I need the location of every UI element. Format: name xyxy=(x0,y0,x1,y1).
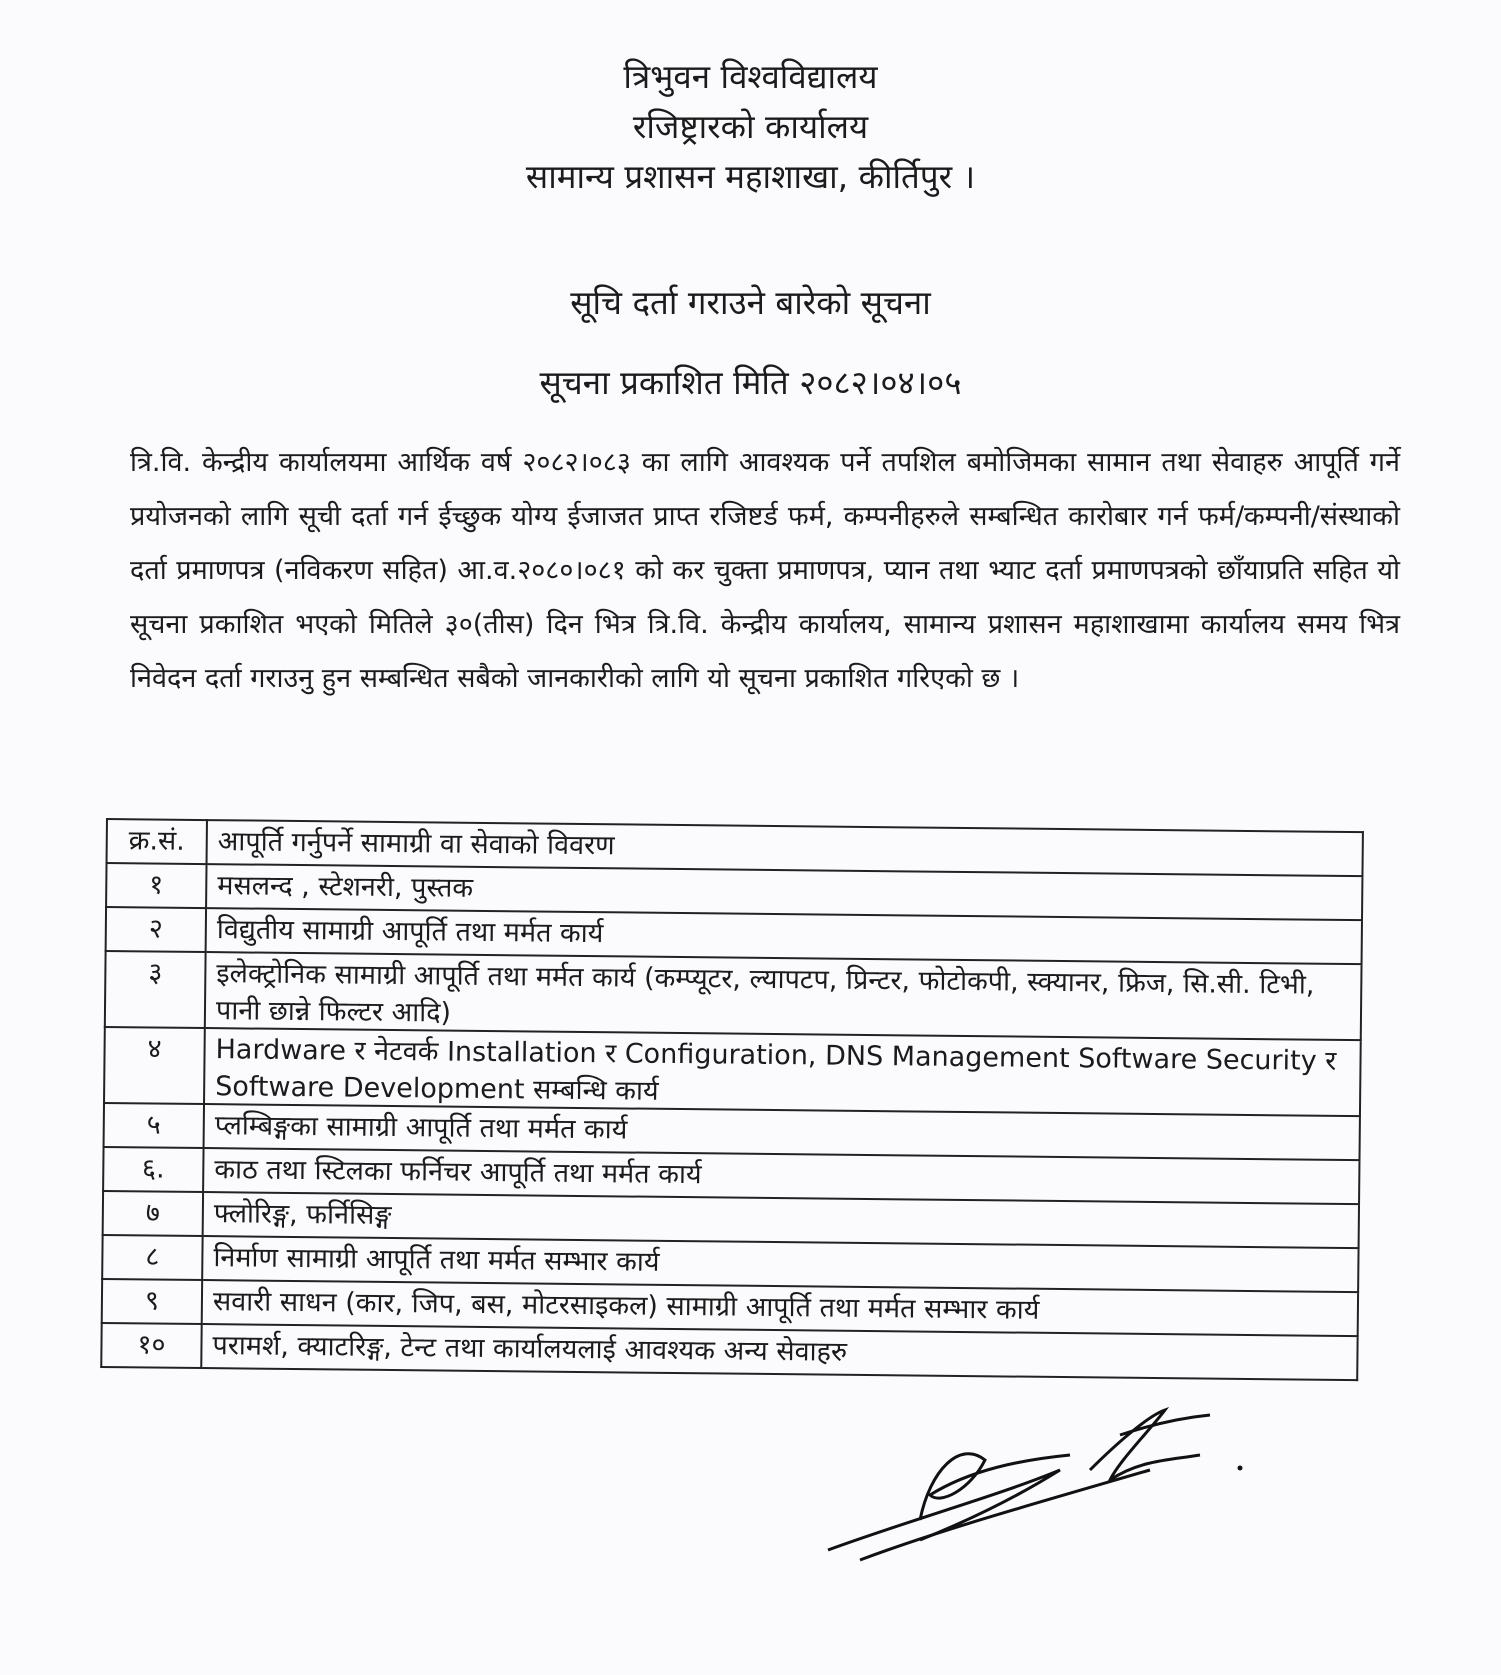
division-name: सामान्य प्रशासन महाशाखा, कीर्तिपुर । xyxy=(525,157,976,196)
university-name: त्रिभुवन विश्वविद्यालय xyxy=(623,57,878,96)
table-row xyxy=(105,951,1362,1040)
row-desc: काठ तथा स्टिलका फर्निचर आपूर्ति तथा मर्मत कार्य xyxy=(203,1148,1359,1204)
row-sn: २ xyxy=(106,907,206,952)
row-sn: ८ xyxy=(102,1235,202,1280)
row-desc: परामर्श, क्याटरिङ्ग, टेन्ट तथा कार्यालयलाई आवश्यक अन्य सेवाहरु xyxy=(201,1324,1357,1380)
row-sn: ७ xyxy=(103,1191,203,1236)
notice-date: सूचना प्रकाशित मिति २०८२।०४।०५ xyxy=(539,363,962,402)
signature-icon xyxy=(820,1400,1260,1574)
items-table xyxy=(100,818,1364,1381)
row-desc: इलेक्ट्रोनिक सामाग्री आपूर्ति तथा मर्मत कार्य (कम्प्यूटर, ल्यापटप, प्रिन्टर, फोटोकपी, स्क्यानर, फ्रिज, सि.सी. टिभी, पानी छान्ने फिल्टर आदि) xyxy=(205,952,1362,1040)
notice-heading xyxy=(0,278,1501,328)
row-desc: विद्युतीय सामाग्री आपूर्ति तथा मर्मत कार्य xyxy=(206,908,1362,964)
row-desc: सवारी साधन (कार, जिप, बस, मोटरसाइकल) सामाग्री आपूर्ति तथा मर्मत सम्भार कार्य xyxy=(202,1280,1358,1336)
row-desc: प्लम्बिङ्गका सामाग्री आपूर्ति तथा मर्मत कार्य xyxy=(204,1104,1360,1160)
row-sn: १ xyxy=(106,863,206,908)
row-sn: ४ xyxy=(104,1027,205,1104)
row-desc: फ्लोरिङ्ग, फर्निसिङ्ग xyxy=(203,1192,1359,1248)
notice-date-block xyxy=(0,358,1501,408)
row-sn: ९ xyxy=(102,1279,202,1324)
col-header-desc: आपूर्ति गर्नुपर्ने सामाग्री वा सेवाको विवरण xyxy=(207,820,1363,876)
office-name: रजिष्ट्रारको कार्यालय xyxy=(632,107,869,146)
notice-title: सूचि दर्ता गराउने बारेको सूचना xyxy=(570,283,931,322)
notice-body: त्रि.वि. केन्द्रीय कार्यालयमा आर्थिक वर्ष २०८२।०८३ का लागि आवश्यक पर्ने तपशिल बमोजिमका सामान तथा सेवाहरु आपूर्ति गर्ने प्रयोजनको लागि सूची दर्ता गर्न ईच्छुक योग्य ईजाजत प्राप्त रजिष्टर्ड फर्म, कम्पनीहरुले सम्बन्धित कारोबार गर्न फर्म/कम्पनी/संस्थाको दर्ता प्रमाणपत्र (नविकरण सहित) आ.व.२०८०।०८१ को कर चुक्ता प्रमाणपत्र, प्यान तथा भ्याट दर्ता प्रमाणपत्रको छाँयाप्रति सहित यो सूचना प्रकाशित भएको मितिले ३०(तीस) दिन भित्र त्रि.वि. केन्द्रीय कार्यालय, सामान्य प्रशासन महाशाखामा कार्यालय समय भित्र निवेदन दर्ता गराउनु हुन सम्बन्धित सबैको जानकारीको लागि यो सूचना प्रकाशित गरिएको छ । xyxy=(130,447,1400,694)
row-sn: १० xyxy=(101,1323,201,1368)
col-header-sn: क्र.सं. xyxy=(107,819,207,864)
row-desc: निर्माण सामाग्री आपूर्ति तथा मर्मत सम्भार कार्य xyxy=(202,1236,1358,1292)
row-sn: ५ xyxy=(104,1103,204,1148)
row-desc: Hardware र नेटवर्क Installation र Configuration, DNS Management Software Security र Software Development सम्बन्धि कार्य xyxy=(204,1028,1361,1116)
letterhead xyxy=(0,52,1501,202)
row-desc: मसलन्द , स्टेशनरी, पुस्तक xyxy=(206,864,1362,920)
row-sn: ३ xyxy=(105,951,206,1028)
table-row xyxy=(104,1027,1361,1116)
row-sn: ६. xyxy=(103,1147,203,1192)
